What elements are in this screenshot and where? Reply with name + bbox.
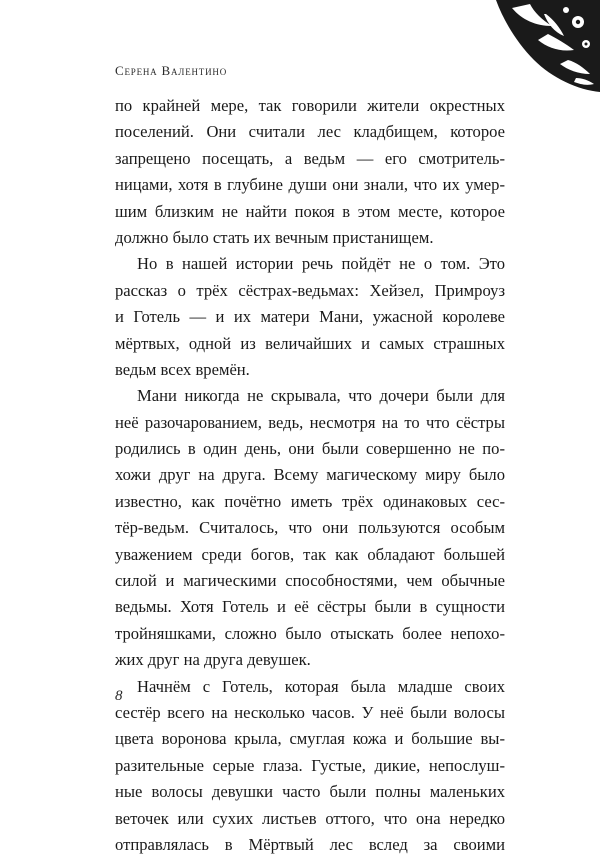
text-line: силой и магическими способностями, чем обычные: [115, 571, 505, 591]
text-line: цвета воронова крыла, смуглая кожа и большие вы-: [115, 729, 505, 749]
floral-ornament-icon: [482, 0, 600, 92]
text-line: ные волосы девушки часто были полны маленьких: [115, 782, 505, 802]
text-line: рассказ о трёх сёстрах-ведьмах: Хейзел, Примроуз: [115, 280, 505, 300]
text-line: отправлялась в Мёртвый лес вслед за своими: [115, 834, 505, 854]
text-line: Но в нашей истории речь пойдёт не о том. Это: [137, 254, 505, 274]
text-line: шим близким не найти покоя в этом месте, которое: [115, 201, 505, 221]
text-line: Начнём с Готель, которая была младше своих: [137, 676, 505, 696]
text-line: запрещено посещать, а ведьм — его смотритель-: [115, 148, 505, 168]
text-line: и Готель — и их матери Мани, ужасной королеве: [115, 307, 505, 327]
text-line: разительные серые глаза. Густые, дикие, непослуш-: [115, 755, 505, 775]
text-line: по крайней мере, так говорили жители окрестных: [115, 96, 505, 115]
text-line: веточек или сухих листьев оттого, что она нередко: [115, 808, 505, 828]
text-line: поселений. Они считали лес кладбищем, которое: [115, 122, 505, 142]
text-line: сестёр всего на несколько часов. У неё были волосы: [115, 702, 505, 722]
text-line: уважением среди богов, так как обладают большей: [115, 544, 505, 564]
text-line: ницами, хотя в глубине души они знали, что их умер-: [115, 175, 505, 195]
text-line: неё разочарованием, ведь, несмотря на то что сёстры: [115, 412, 505, 432]
body-text: [115, 93, 505, 858]
text-line: хожи друг на друга. Всему магическому миру было: [115, 465, 505, 485]
text-line: Мани никогда не скрывала, что дочери были для: [137, 386, 505, 406]
text-line: мёртвых, одной из величайших и самых страшных: [115, 333, 505, 353]
text-line: должно было стать их вечным пристанищем.: [115, 227, 434, 247]
running-head-author: Серена Валентино: [115, 63, 227, 78]
text-line: родились в один день, они были совершенно не по-: [115, 439, 505, 459]
page-number: 8: [115, 688, 123, 704]
text-line: тёр-ведьм. Считалось, что они пользуются особым: [115, 518, 505, 538]
text-line: ведьмы. Хотя Готель и её сёстры были в сущности: [115, 597, 505, 617]
text-line: ведьм всех времён.: [115, 359, 250, 379]
text-line: тройняшками, сложно было отыскать более непохо-: [115, 623, 505, 643]
text-line: известно, как почётно иметь трёх одинаковых сес-: [115, 491, 505, 511]
text-line: жих друг на друга девушек.: [115, 650, 311, 670]
